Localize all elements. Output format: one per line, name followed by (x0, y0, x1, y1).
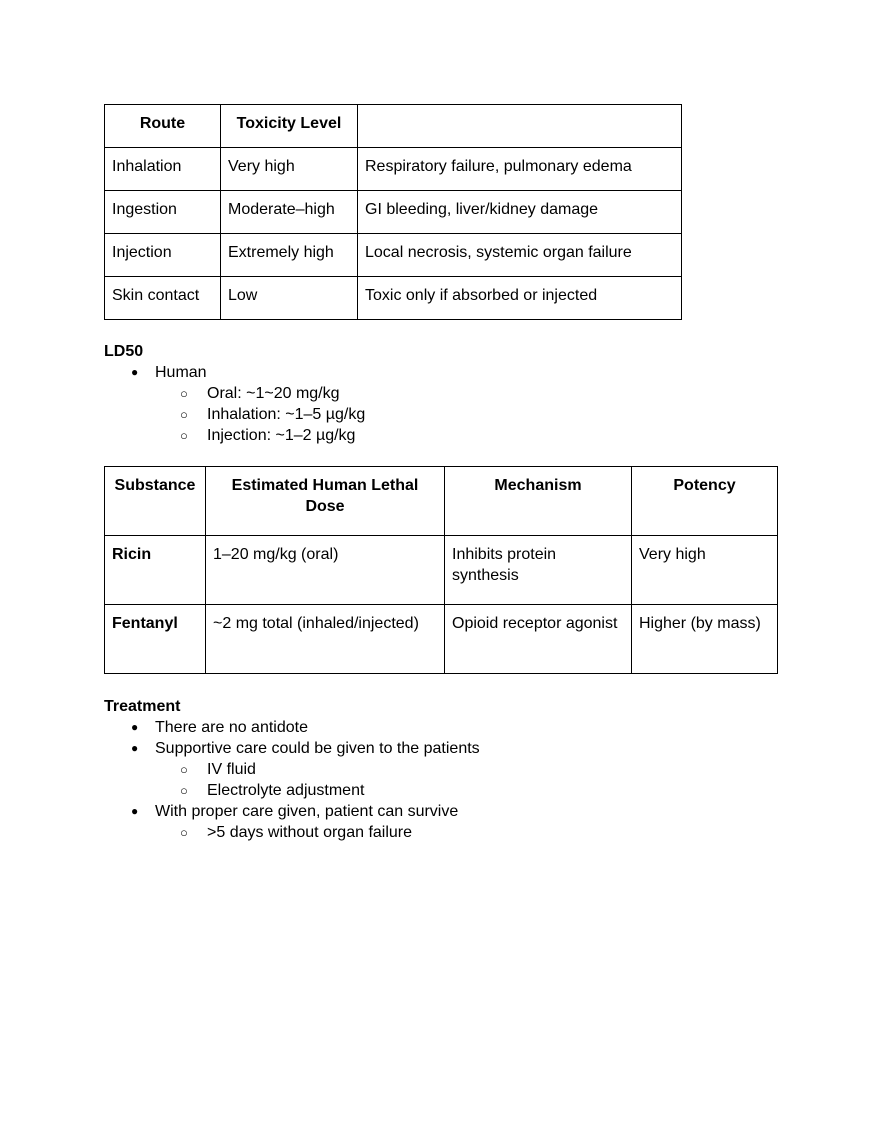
sub-list-item: ○ IV fluid (155, 759, 480, 780)
treatment-list (104, 717, 480, 843)
cell-lethal-dose: 1–20 mg/kg (oral) (206, 536, 445, 605)
cell-route: Injection (105, 234, 221, 277)
cell-effects: GI bleeding, liver/kidney damage (358, 191, 682, 234)
cell-substance: Fentanyl (105, 605, 206, 674)
table-row (105, 605, 778, 674)
table-row (105, 277, 682, 320)
list-item-text: There are no antidote (155, 719, 308, 736)
cell-effects: Toxic only if absorbed or injected (358, 277, 682, 320)
list-item (104, 738, 480, 801)
cell-toxicity: Moderate–high (221, 191, 358, 234)
ld50-list (104, 362, 365, 446)
cell-mechanism: Inhibits protein synthesis (445, 536, 632, 605)
sub-list-item: ○ >5 days without organ failure (155, 822, 480, 843)
treatment-heading: Treatment (104, 698, 181, 715)
cell-route: Inhalation (105, 148, 221, 191)
cell-lethal-dose: ~2 mg total (inhaled/injected) (206, 605, 445, 674)
header-potency: Potency (632, 467, 778, 536)
header-mechanism: Mechanism (445, 467, 632, 536)
header-lethal-dose: Estimated Human Lethal Dose (206, 467, 445, 536)
list-item (104, 801, 480, 843)
header-substance: Substance (105, 467, 206, 536)
list-item-text: Human (155, 364, 207, 381)
table-row (105, 191, 682, 234)
header-effects (358, 105, 682, 148)
list-item-text: Supportive care could be given to the patients (155, 740, 480, 757)
table-row (105, 148, 682, 191)
cell-toxicity: Very high (221, 148, 358, 191)
table-row (105, 536, 778, 605)
ld50-heading: LD50 (104, 343, 144, 360)
sub-list-item: ○ Injection: ~1–2 µg/kg (155, 425, 365, 446)
cell-toxicity: Low (221, 277, 358, 320)
cell-route: Skin contact (105, 277, 221, 320)
cell-toxicity: Extremely high (221, 234, 358, 277)
ricin-fentanyl-comparison-table (104, 466, 778, 674)
list-item-text: With proper care given, patient can survive (155, 803, 459, 820)
cell-potency: Very high (632, 536, 778, 605)
sub-list-item: ○ Inhalation: ~1–5 µg/kg (155, 404, 365, 425)
cell-potency: Higher (by mass) (632, 605, 778, 674)
cell-substance: Ricin (105, 536, 206, 605)
table-header-row (105, 105, 682, 148)
header-route: Route (105, 105, 221, 148)
header-toxicity-level: Toxicity Level (221, 105, 358, 148)
table-header-row (105, 467, 778, 536)
list-item (104, 362, 365, 446)
table-row (105, 234, 682, 277)
cell-mechanism: Opioid receptor agonist (445, 605, 632, 674)
sub-list (155, 759, 480, 801)
cell-route: Ingestion (105, 191, 221, 234)
sub-list (155, 383, 365, 446)
sub-list-item: ○ Oral: ~1~20 mg/kg (155, 383, 365, 404)
route-toxicity-table (104, 104, 682, 320)
cell-effects: Local necrosis, systemic organ failure (358, 234, 682, 277)
list-item (104, 717, 480, 738)
sub-list-item: ○ Electrolyte adjustment (155, 780, 480, 801)
sub-list (155, 822, 480, 843)
cell-effects: Respiratory failure, pulmonary edema (358, 148, 682, 191)
